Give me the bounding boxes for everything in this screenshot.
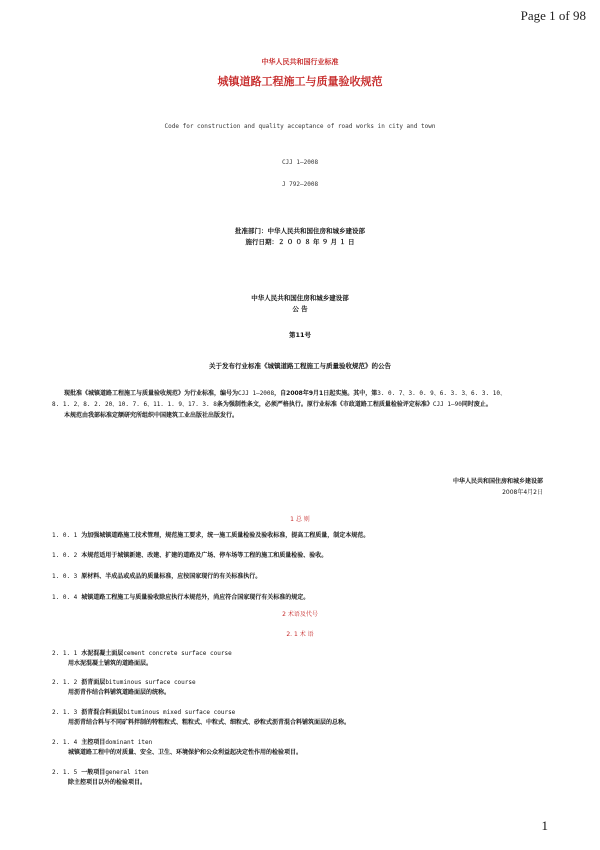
announcement-heading: 关于发布行业标准《城镇道路工程施工与质量验收规范》的公告 bbox=[209, 362, 391, 370]
term-number: 2. 1. 4 bbox=[52, 739, 78, 746]
english-title: Code for construction and quality acceptance of road works in city and town bbox=[164, 123, 436, 130]
term-english: cement concrete surface course bbox=[123, 650, 232, 657]
term-definition: 用水泥混凝土铺筑的道路面层。 bbox=[68, 660, 153, 667]
clause-1-0-4 bbox=[52, 592, 309, 601]
term-number: 2. 1. 1 bbox=[52, 650, 78, 657]
term-definition: 用沥青结合料与不同矿料拌制的特粗粒式、粗粒式、中粒式、细粒式、砂粒式沥青混合料铺筑面层的总称。 bbox=[68, 719, 351, 726]
clause-text: 为加强城镇道路施工技术管理，规范施工要求，统一施工质量检验及验收标准，提高工程质量，制定本规范。 bbox=[81, 532, 370, 539]
body-text: 条为强制性条文，必须严格执行。原行业标准《市政道路工程质量检验评定标准》 bbox=[216, 401, 433, 408]
clause-number: 1. 0. 3 bbox=[52, 573, 78, 580]
term-definition: 用沥青作结合料铺筑道路面层的统称。 bbox=[68, 689, 171, 696]
term-definition: 城镇道路工程中的对质量、安全、卫生、环境保护和公众利益起决定性作用的检验项目。 bbox=[68, 749, 303, 756]
term-2-1-1 bbox=[52, 648, 232, 657]
term-definition: 除主控项目以外的检验项目。 bbox=[68, 779, 147, 786]
term-name: 沥青混合料面层 bbox=[81, 709, 124, 716]
clause-1-0-2 bbox=[52, 550, 327, 559]
term-2-1-5 bbox=[52, 767, 149, 776]
term-english: general iten bbox=[105, 769, 149, 776]
announcement-label: 公 告 bbox=[292, 305, 308, 313]
term-number: 2. 1. 3 bbox=[52, 709, 78, 716]
section-2-1-heading: 2. 1 术 语 bbox=[286, 631, 314, 638]
page-number: 1 bbox=[541, 818, 548, 833]
standard-code-j: J 792—2008 bbox=[281, 181, 319, 188]
clause-numbers: 3. 0. 7、3. 0. 9、6. 3. 3、6. 3. 10、 bbox=[377, 390, 506, 397]
chapter1-heading: 1 总 则 bbox=[290, 516, 310, 523]
term-number: 2. 1. 5 bbox=[52, 769, 78, 776]
announcement-ministry: 中华人民共和国住房和城乡建设部 bbox=[251, 294, 349, 302]
page-counter: Page 1 of 98 bbox=[520, 8, 586, 23]
clause-text: 本规范适用于城镇新建、改建、扩建的道路及广场、停车场等工程的施工和质量检验、验收。 bbox=[81, 552, 328, 559]
announcement-body-line3: 本规范由我部标准定额研究所组织中国建筑工业出版社出版发行。 bbox=[64, 412, 239, 419]
term-name: 一般项目 bbox=[81, 769, 106, 776]
announcement-date: 2008年4月2日 bbox=[502, 489, 543, 496]
effective-date: 施行日期：２ ０ ０ ８ 年 ９ 月 １ 日 bbox=[245, 238, 355, 246]
clause-number: 1. 0. 2 bbox=[52, 552, 78, 559]
standard-code-cjj: CJJ 1—2008 bbox=[281, 159, 319, 166]
approval-department: 批准部门：中华人民共和国住房和城乡建设部 bbox=[235, 227, 365, 235]
clause-number: 1. 0. 1 bbox=[52, 532, 78, 539]
term-name: 水泥混凝土面层 bbox=[81, 650, 124, 657]
issuer-label: 中华人民共和国行业标准 bbox=[261, 58, 339, 66]
body-text: 现批准《城镇道路工程施工与质量验收规范》为行业标准，编号为 bbox=[64, 390, 239, 397]
term-english: dominant iten bbox=[105, 739, 153, 746]
clause-text: 原材料、半成品或成品的质量标准，应按国家现行的有关标准执行。 bbox=[81, 573, 262, 580]
signer: 中华人民共和国住房和城乡建设部 bbox=[452, 478, 543, 485]
standard-code: CJJ 1—90 bbox=[432, 401, 462, 408]
term-number: 2. 1. 2 bbox=[52, 679, 78, 686]
clause-1-0-3 bbox=[52, 571, 261, 580]
clause-text: 城镇道路工程施工与质量验收除应执行本规范外，尚应符合国家现行有关标准的规定。 bbox=[81, 594, 310, 601]
term-2-1-3 bbox=[52, 707, 235, 716]
chapter2-heading: 2 术语及代号 bbox=[282, 611, 318, 618]
body-text: 同时废止。 bbox=[461, 401, 492, 408]
document-title: 城镇道路工程施工与质量验收规范 bbox=[217, 75, 383, 88]
term-2-1-2 bbox=[52, 677, 196, 686]
body-text: ，自2008年9月1日起实施。其中，第 bbox=[274, 390, 378, 397]
standard-code: CJJ 1—2008 bbox=[238, 390, 275, 397]
term-english: bituminous mixed surface course bbox=[123, 709, 236, 716]
term-name: 主控项目 bbox=[81, 739, 106, 746]
term-english: bituminous surface course bbox=[105, 679, 196, 686]
term-2-1-4 bbox=[52, 737, 152, 746]
clause-numbers: 8. 1. 2、8. 2. 20、10. 7. 6、11. 1. 9、17. 3. 8 bbox=[52, 401, 217, 408]
announcement-number: 第11号 bbox=[288, 331, 312, 339]
announcement-body-line1 bbox=[64, 388, 506, 397]
term-name: 沥青面层 bbox=[81, 679, 106, 686]
clause-1-0-1 bbox=[52, 530, 369, 539]
clause-number: 1. 0. 4 bbox=[52, 594, 78, 601]
announcement-body-line2 bbox=[52, 399, 492, 408]
